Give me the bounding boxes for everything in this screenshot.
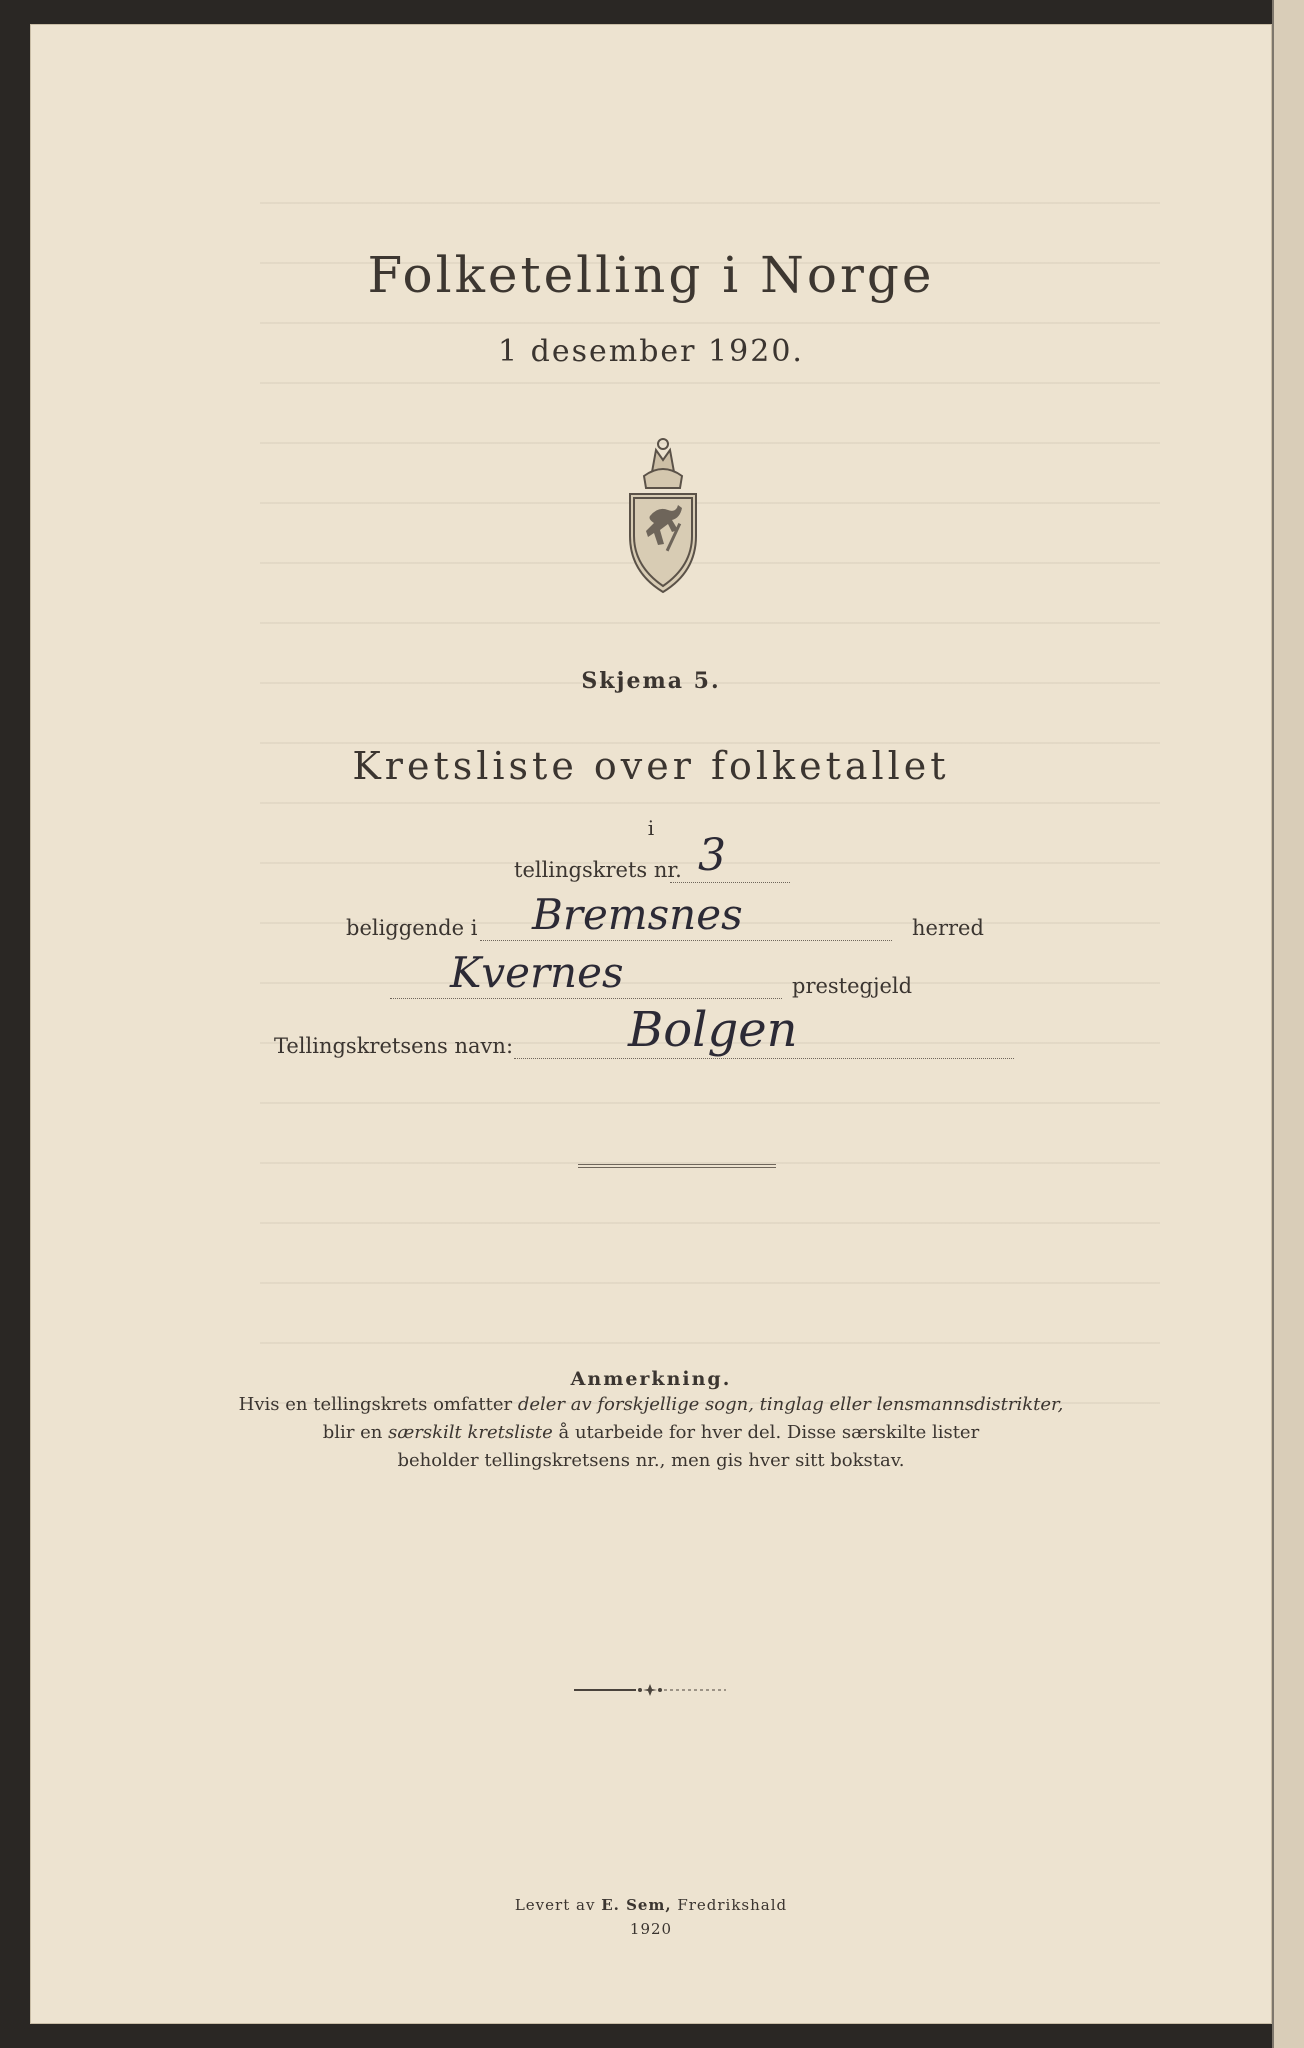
form-number: Skjema 5.: [581, 668, 721, 694]
note-line-1-text: Hvis en tellingskrets omfatter: [238, 1394, 518, 1415]
note-title: Anmerkning.: [570, 1368, 732, 1390]
ornament-divider-icon: [570, 1682, 730, 1698]
page-edge-strip: [1272, 0, 1304, 2048]
district-number-label: tellingskrets nr.: [514, 858, 682, 882]
note-line-2-emphasis: særskilt kretsliste: [388, 1422, 553, 1443]
norwegian-coat-of-arms-icon: [622, 432, 704, 596]
district-name-label: Tellingskretsens navn:: [274, 1034, 514, 1058]
district-number-line: [670, 882, 790, 883]
note-line-3: beholder tellingskretsens nr., men gis hver sitt bokstav.: [397, 1450, 905, 1471]
district-name-value: Bolgen: [628, 1002, 798, 1058]
printer-year: 1920: [629, 1920, 673, 1938]
section-divider: [578, 1164, 776, 1168]
preposition-text: i: [647, 816, 655, 840]
district-number-value: 3: [698, 830, 726, 881]
document-title: Folketelling i Norge: [367, 246, 935, 304]
herred-label: herred: [912, 916, 984, 940]
printer-name: E. Sem,: [601, 1896, 672, 1914]
note-line-1: [30, 1394, 1272, 1415]
document-date: 1 desember 1920.: [498, 334, 804, 369]
form-heading: Kretsliste over folketallet: [352, 744, 950, 788]
located-in-line: [480, 940, 892, 941]
district-name-line: [514, 1058, 1014, 1059]
parish-label: prestegjeld: [792, 974, 913, 998]
parish-value: Kvernes: [450, 948, 624, 997]
note-line-2-text: blir en: [322, 1422, 389, 1443]
note-line-1-emphasis: deler av forskjellige sogn, tinglag eller lensmannsdistrikter,: [517, 1394, 1064, 1415]
note-line-2-rest: å utarbeide for hver del. Disse særskilte lister: [552, 1422, 980, 1443]
located-in-value: Bremsnes: [532, 890, 743, 939]
parish-line: [390, 998, 782, 999]
note-line-2: [30, 1422, 1272, 1443]
printer-city: Fredrikshald: [671, 1896, 788, 1914]
located-in-label: beliggende i: [346, 916, 478, 940]
printer-line: [30, 1896, 1272, 1914]
census-form-page: [30, 24, 1272, 2024]
printer-prefix: Levert av: [514, 1896, 602, 1914]
